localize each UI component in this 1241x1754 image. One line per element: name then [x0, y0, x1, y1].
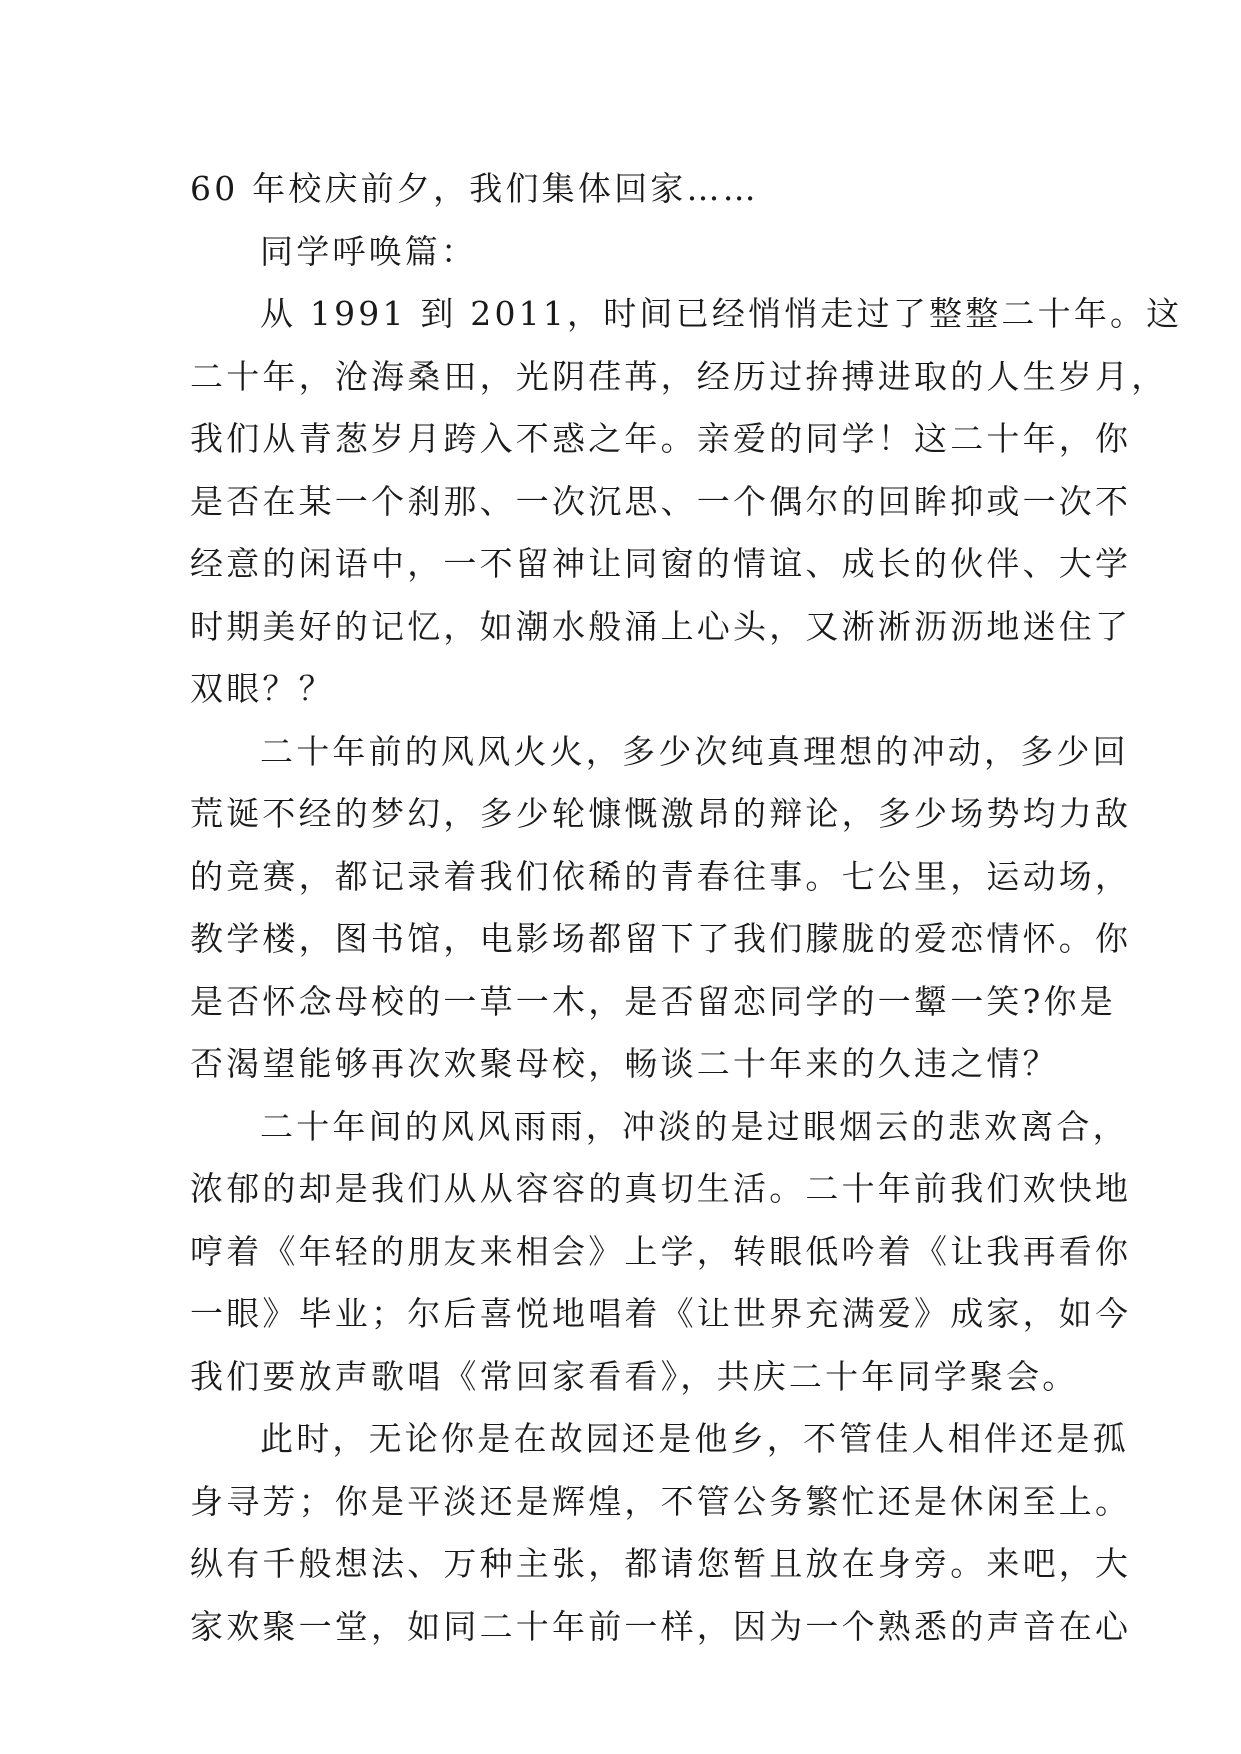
text-line: 我们从青葱岁月跨入不惑之年。亲爱的同学！这二十年，你 [190, 419, 1132, 458]
text-line: 浓郁的却是我们从从容容的真切生活。二十年前我们欢快地 [190, 1169, 1132, 1208]
text-line: 身寻芳；你是平淡还是辉煌，不管公务繁忙还是休闲至上。 [190, 1481, 1132, 1521]
text-line: 二十年间的风风雨雨，冲淡的是过眼烟云的悲欢离合， [260, 1106, 1129, 1146]
text-line: 此时，无论你是在故园还是他乡，不管佳人相伴还是孤 [260, 1419, 1129, 1458]
text-line: 二十年，沧海桑田，光阴荏苒，经历过拚搏进取的人生岁月， [190, 356, 1168, 396]
text-line: 从 1991 到 2011，时间已经悄悄走过了整整二十年。这 [260, 294, 1183, 333]
text-line: 经意的闲语中，一不留神让同窗的情谊、成长的伙伴、大学 [190, 544, 1132, 583]
text-line: 家欢聚一堂，如同二十年前一样，因为一个熟悉的声音在心 [190, 1606, 1132, 1646]
section-heading: 同学呼唤篇： [260, 231, 478, 271]
text-line: 的竞赛，都记录着我们依稀的青春往事。七公里，运动场， [190, 856, 1132, 896]
text-line: 60 年校庆前夕，我们集体回家…… [190, 169, 759, 208]
text-line: 荒诞不经的梦幻，多少轮慷慨激昂的辩论，多少场势均力敌 [190, 794, 1132, 833]
text-line: 时期美好的记忆，如潮水般涌上心头，又淅淅沥沥地迷住了 [190, 606, 1132, 646]
text-line: 教学楼，图书馆，电影场都留下了我们朦胧的爱恋情怀。你 [190, 919, 1132, 958]
text-line: 一眼》毕业；尔后喜悦地唱着《让世界充满爱》成家，如今 [190, 1294, 1132, 1333]
text-line: 是否怀念母校的一草一木，是否留恋同学的一颦一笑?你是 [190, 981, 1116, 1021]
text-line: 双眼？？ [190, 669, 335, 708]
text-line: 二十年前的风风火火，多少次纯真理想的冲动，多少回 [260, 731, 1129, 771]
body-text [190, 158, 1183, 1658]
text-line: 纵有千般想法、万种主张，都请您暂且放在身旁。来吧，大 [190, 1544, 1132, 1583]
text-line: 否渴望能够再次欢聚母校，畅谈二十年来的久违之情？ [190, 1044, 1059, 1083]
text-line: 是否在某一个刹那、一次沉思、一个偶尔的回眸抑或一次不 [190, 481, 1132, 521]
text-line: 我们要放声歌唱《常回家看看》，共庆二十年同学聚会。 [190, 1356, 1079, 1396]
text-line: 哼着《年轻的朋友来相会》上学，转眼低吟着《让我再看你 [190, 1231, 1132, 1271]
